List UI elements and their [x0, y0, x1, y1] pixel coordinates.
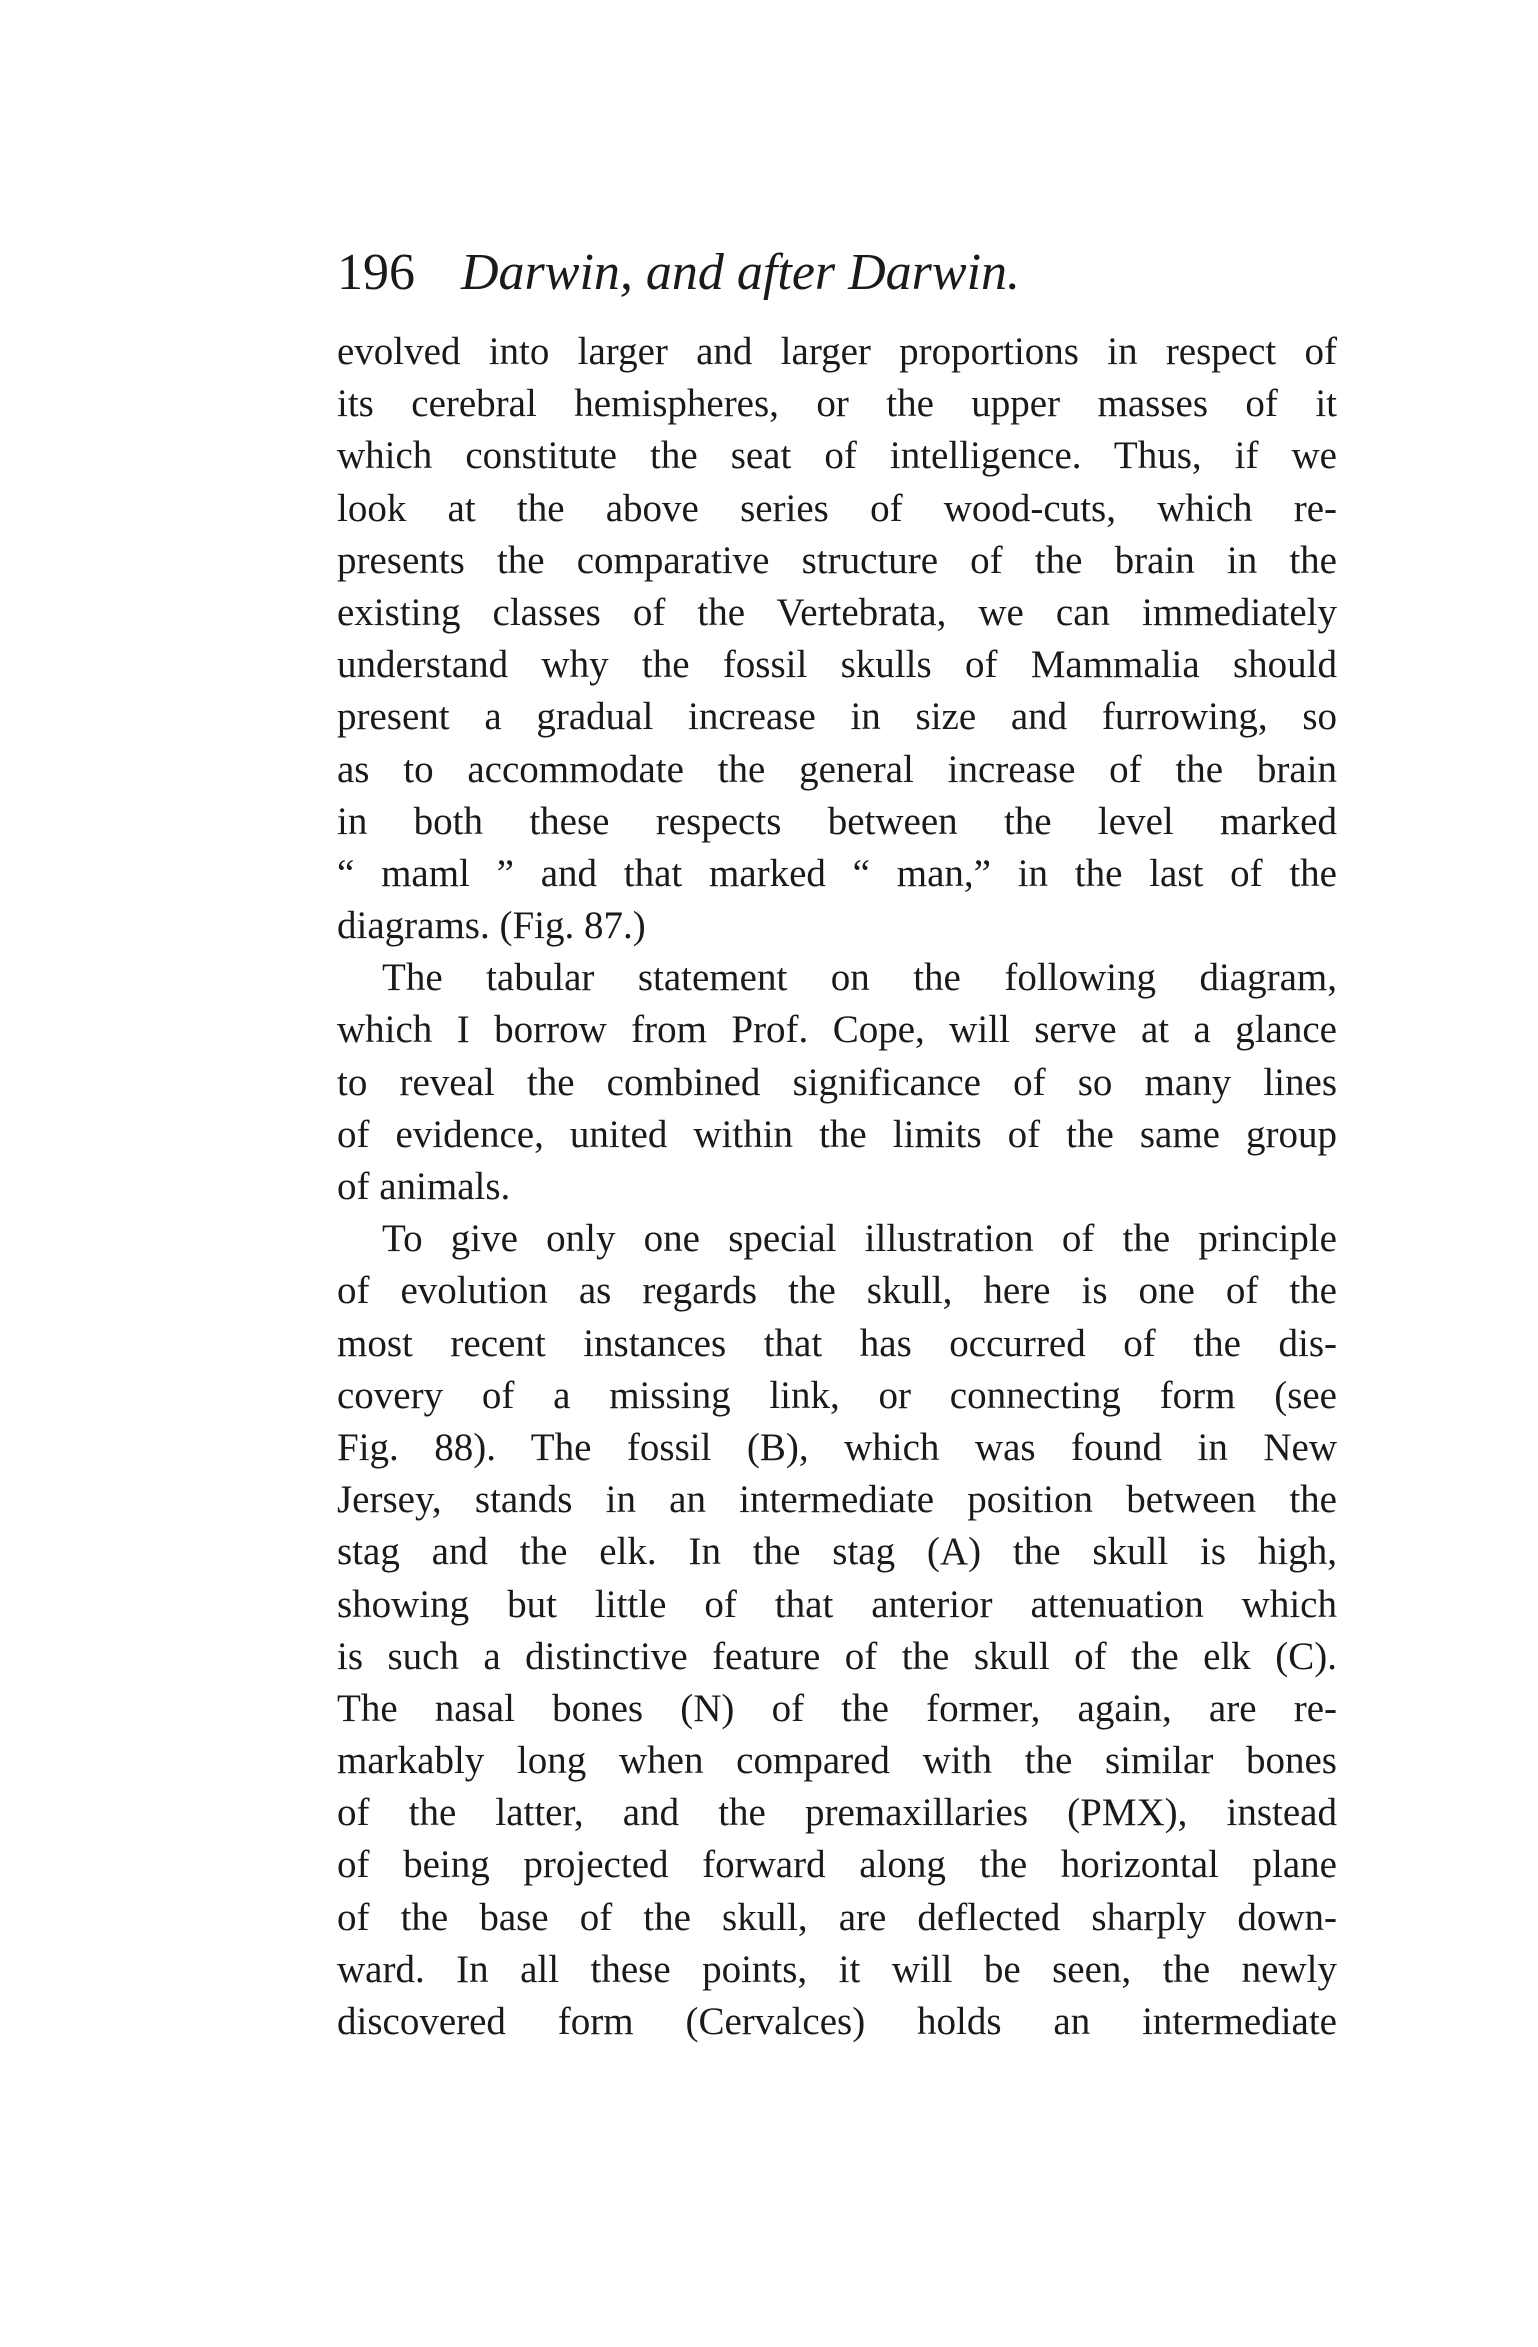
text-line: present a gradual increase in size and furrowing, so [337, 695, 1337, 739]
text-line: Fig. 88). The fossil (B), which was found in New [337, 1425, 1337, 1469]
text-line: of evolution as regards the skull, here is one of the [337, 1269, 1337, 1313]
text-line: which I borrow from Prof. Cope, will serve at a glance [337, 1008, 1337, 1052]
text-line: is such a distinctive feature of the skull of the elk (C). [337, 1634, 1337, 1678]
running-title: Darwin, and after Darwin. [461, 244, 1021, 301]
text-line: existing classes of the Vertebrata, we can immediately [337, 590, 1337, 634]
text-line: markably long when compared with the similar bones [337, 1739, 1337, 1783]
text-line: understand why the fossil skulls of Mammalia should [337, 643, 1337, 687]
paragraph-1 [337, 326, 1337, 952]
text-line: ward. In all these points, it will be seen, the newly [337, 1947, 1337, 1991]
text-line: Jersey, stands in an intermediate position between the [337, 1478, 1337, 1522]
text-line: as to accommodate the general increase of the brain [337, 747, 1337, 791]
body-text [337, 326, 1337, 2048]
text-line: “ maml ” and that marked “ man,” in the last of the [337, 851, 1337, 895]
paragraph-3 [337, 1213, 1337, 2048]
text-line: presents the comparative structure of the brain in the [337, 538, 1337, 582]
text-line: of the base of the skull, are deflected sharply down- [337, 1895, 1337, 1939]
text-line: diagrams. (Fig. 87.) [337, 904, 646, 948]
text-line: stag and the elk. In the stag (A) the skull is high, [337, 1530, 1337, 1574]
paragraph-2 [337, 952, 1337, 1213]
text-line: covery of a missing link, or connecting form (see [337, 1373, 1337, 1417]
text-line: in both these respects between the level marked [337, 799, 1337, 843]
text-line: The nasal bones (N) of the former, again, are re- [337, 1686, 1337, 1730]
text-line: its cerebral hemispheres, or the upper masses of it [337, 382, 1337, 426]
text-line: look at the above series of wood-cuts, which re- [337, 486, 1337, 530]
text-line: to reveal the combined significance of so many lines [337, 1060, 1337, 1104]
text-line: discovered form (Cervalces) holds an intermediate [337, 2000, 1337, 2043]
page-number: 196 [337, 244, 415, 301]
text-line: showing but little of that anterior attenuation which [337, 1582, 1337, 1626]
text-line: of the latter, and the premaxillaries (PMX), instead [337, 1791, 1337, 1835]
text-line: The tabular statement on the following diagram, [382, 956, 1337, 1000]
page-header [337, 238, 1337, 308]
text-line: of animals. [337, 1165, 511, 1208]
text-line: To give only one special illustration of the principle [382, 1217, 1337, 1261]
text-line: which constitute the seat of intelligence. Thus, if we [337, 434, 1337, 478]
text-line: most recent instances that has occurred of the dis- [337, 1321, 1337, 1365]
text-line: of evidence, united within the limits of the same group [337, 1112, 1337, 1156]
text-line: evolved into larger and larger proportions in respect of [337, 330, 1337, 373]
text-line: of being projected forward along the horizontal plane [337, 1843, 1337, 1887]
